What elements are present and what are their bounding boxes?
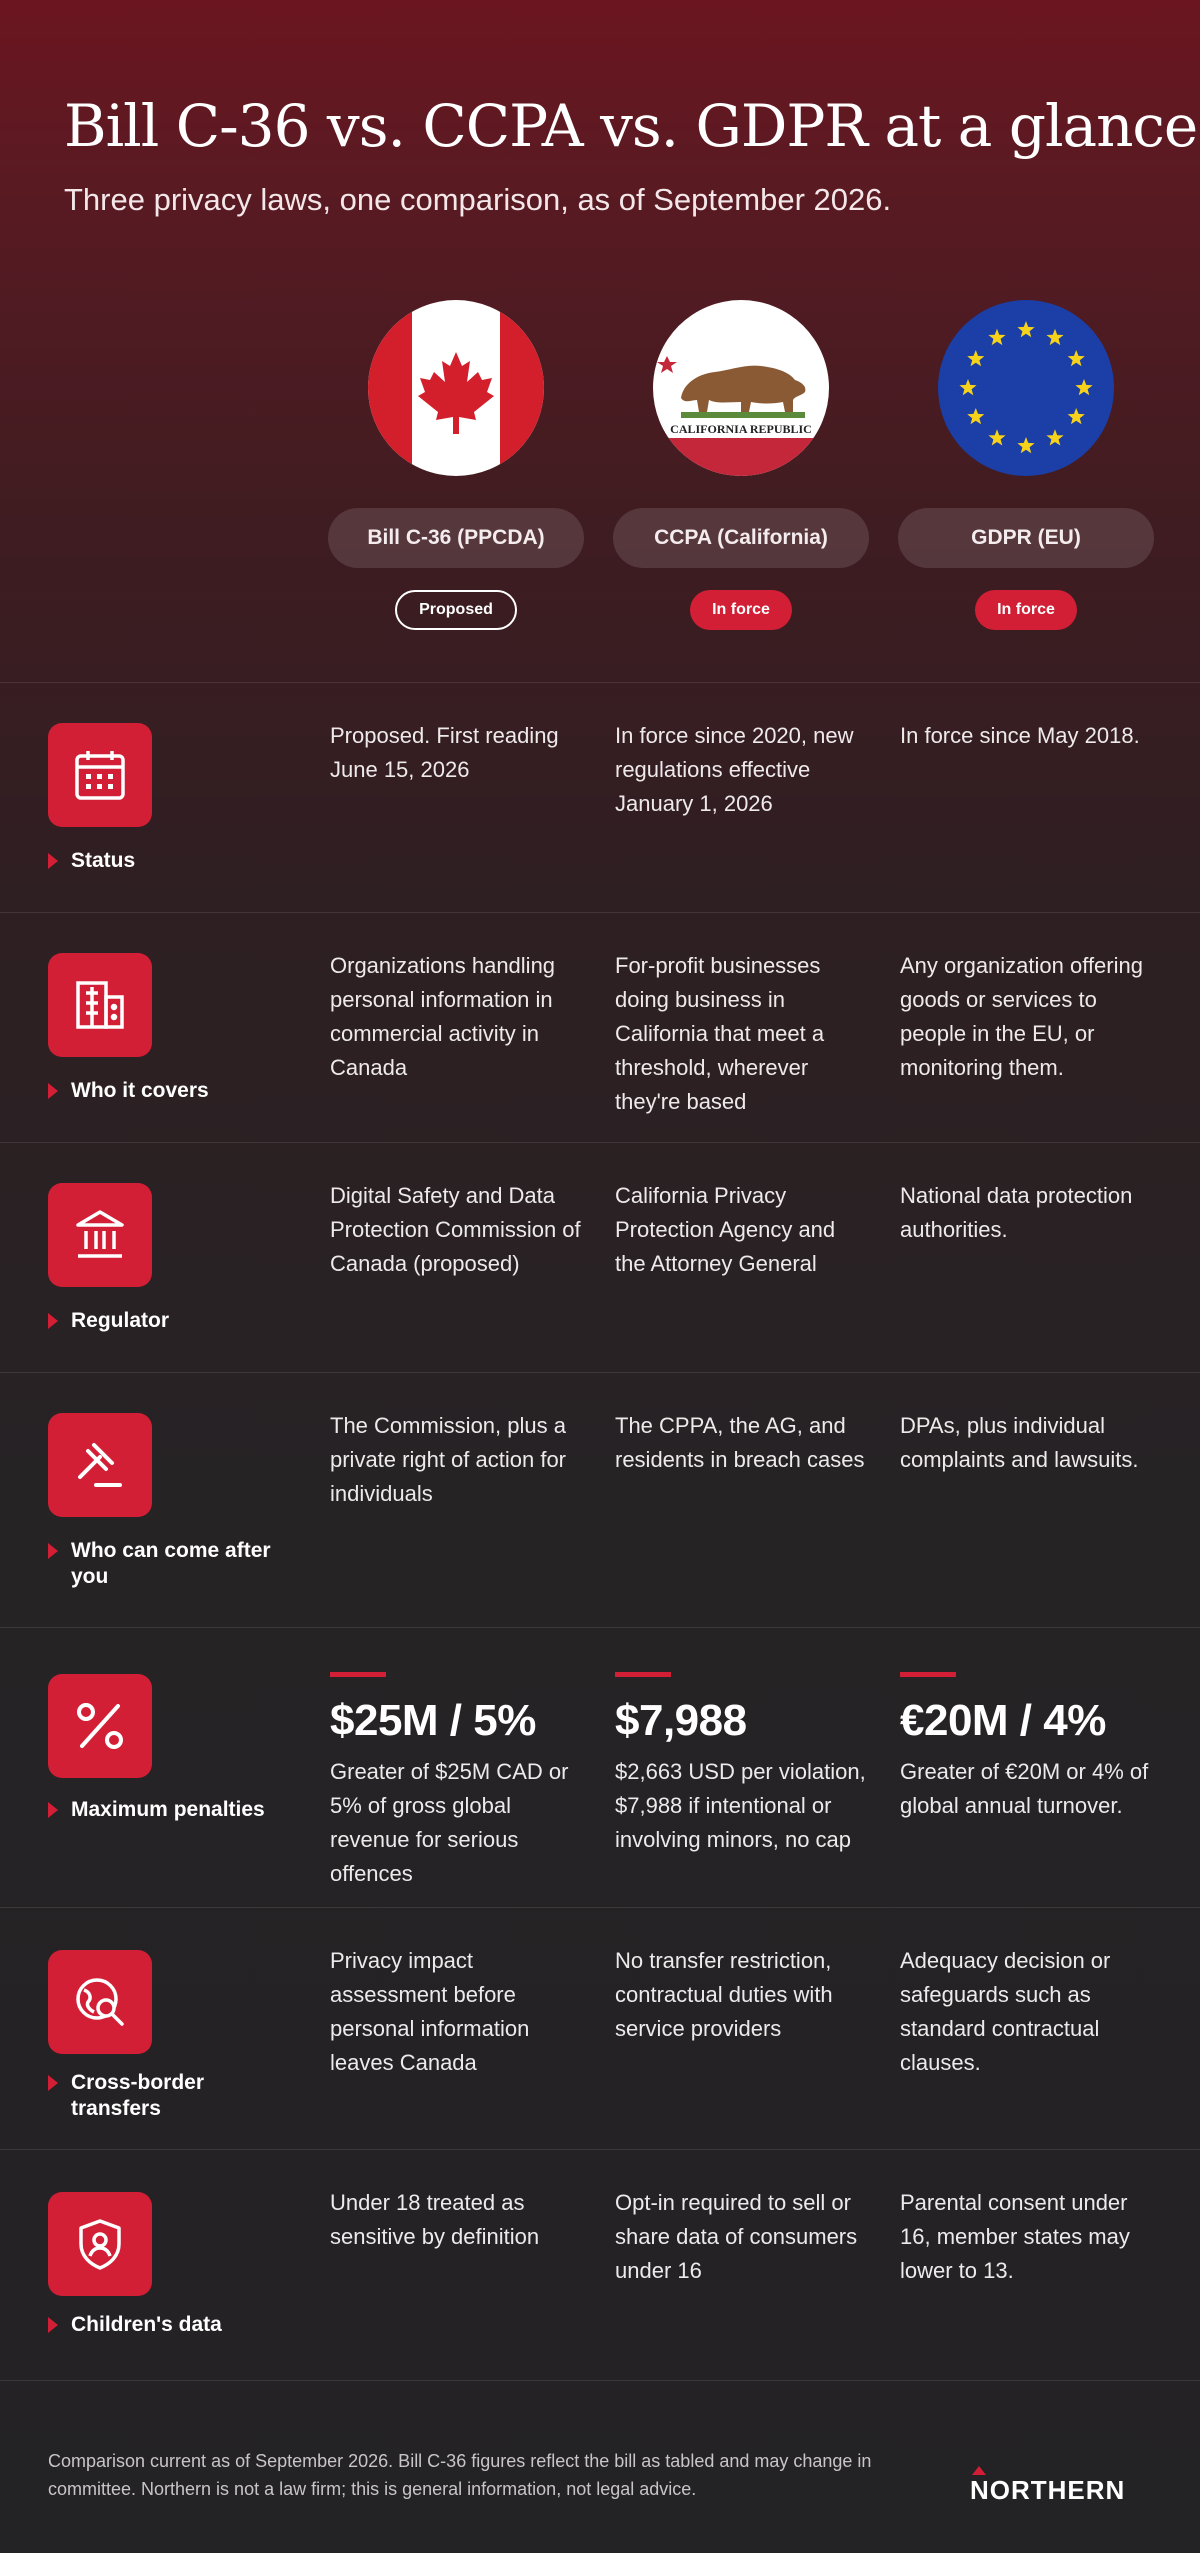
- cell-gdpr: Parental consent under 16, member states may lower to 13.: [900, 2190, 1130, 2283]
- row-label: Status: [48, 848, 298, 874]
- cell-gdpr: DPAs, plus individual complaints and lawsuits.: [900, 1413, 1139, 1472]
- penalty-headline: €20M / 4%: [900, 1696, 1106, 1745]
- cell-gdpr: Adequacy decision or safeguards such as standard contractual clauses.: [900, 1948, 1111, 2075]
- status-badge: Proposed: [395, 590, 517, 630]
- cell-bill-c36: [330, 1672, 586, 1891]
- penalty-headline: $25M / 5%: [330, 1696, 536, 1745]
- row-label: Who can come after you: [48, 1538, 298, 1590]
- comparison-row-status: [0, 682, 1200, 912]
- cell-ccpa: California Privacy Protection Agency and the Attorney General: [615, 1183, 836, 1276]
- cell-gdpr: National data protection authorities.: [900, 1183, 1133, 1242]
- triangle-bullet-icon: [48, 853, 58, 869]
- triangle-bullet-icon: [48, 1083, 58, 1099]
- svg-text:CALIFORNIA REPUBLIC: CALIFORNIA REPUBLIC: [670, 422, 812, 436]
- comparison-row-who-it-covers: [0, 912, 1200, 1142]
- status-badge: In force: [690, 590, 792, 630]
- column-header-ccpa: [613, 300, 869, 630]
- cell-gdpr: In force since May 2018.: [900, 723, 1140, 748]
- cell-bill-c36: Privacy impact assessment before personal information leaves Canada: [330, 1948, 530, 2075]
- percent-icon: [48, 1674, 152, 1778]
- footer-divider: [0, 2380, 1200, 2381]
- gavel-icon: [48, 1413, 152, 1517]
- accent-bar: [330, 1672, 386, 1677]
- comparison-row-regulator: [0, 1142, 1200, 1372]
- column-header-gdpr: [898, 300, 1154, 630]
- row-label: Who it covers: [48, 1078, 298, 1104]
- brand-logo: NORTHERN: [970, 2475, 1125, 2506]
- cell-gdpr: Any organization offering goods or services to people in the EU, or monitoring them.: [900, 953, 1143, 1080]
- penalty-detail: Greater of €20M or 4% of global annual turnover.: [900, 1759, 1149, 1818]
- triangle-bullet-icon: [48, 2317, 58, 2333]
- row-label: Maximum penalties: [48, 1797, 298, 1823]
- row-label: Cross-border transfers: [48, 2070, 298, 2122]
- comparison-row-cross-border-transfers: [0, 1907, 1200, 2149]
- shield-child-icon: [48, 2192, 152, 2296]
- penalty-headline: $7,988: [615, 1696, 747, 1745]
- triangle-bullet-icon: [48, 2075, 58, 2091]
- cell-ccpa: No transfer restriction, contractual duties with service providers: [615, 1948, 833, 2041]
- cell-bill-c36: Proposed. First reading June 15, 2026: [330, 723, 559, 782]
- eu-flag-icon: [938, 300, 1114, 476]
- accent-bar: [615, 1672, 671, 1677]
- cell-ccpa: [615, 1672, 871, 1857]
- law-name-pill: Bill C-36 (PPCDA): [328, 508, 584, 568]
- cell-bill-c36: Under 18 treated as sensitive by definition: [330, 2190, 540, 2249]
- canada-flag-icon: [368, 300, 544, 476]
- page-subtitle: Three privacy laws, one comparison, as of September 2026.: [64, 182, 892, 217]
- triangle-bullet-icon: [48, 1802, 58, 1818]
- calendar-icon: [48, 723, 152, 827]
- cell-ccpa: Opt-in required to sell or share data of consumers under 16: [615, 2190, 858, 2283]
- cell-bill-c36: Digital Safety and Data Protection Commission of Canada (proposed): [330, 1183, 581, 1276]
- cell-ccpa: In force since 2020, new regulations effective January 1, 2026: [615, 723, 854, 816]
- triangle-bullet-icon: [48, 1543, 58, 1559]
- accent-bar: [900, 1672, 956, 1677]
- penalty-detail: Greater of $25M CAD or 5% of gross global revenue for serious offences: [330, 1759, 569, 1886]
- logo-mark-icon: [972, 2466, 986, 2475]
- row-label: Children's data: [48, 2312, 298, 2338]
- california-flag-icon: [653, 300, 829, 476]
- globe-search-icon: [48, 1950, 152, 2054]
- column-header-bill-c36: [328, 300, 584, 630]
- triangle-bullet-icon: [48, 1313, 58, 1329]
- comparison-row-childrens-data: [0, 2149, 1200, 2380]
- comparison-row-who-can-come-after-you: [0, 1372, 1200, 1627]
- cell-gdpr: [900, 1672, 1156, 1823]
- law-name-pill: CCPA (California): [613, 508, 869, 568]
- row-label: Regulator: [48, 1308, 298, 1334]
- cell-bill-c36: Organizations handling personal information in commercial activity in Canada: [330, 953, 556, 1080]
- penalty-detail: $2,663 USD per violation, $7,988 if intentional or involving minors, no cap: [615, 1759, 866, 1852]
- cell-bill-c36: The Commission, plus a private right of action for individuals: [330, 1413, 567, 1506]
- comparison-row-maximum-penalties: [0, 1627, 1200, 1907]
- status-badge: In force: [975, 590, 1077, 630]
- law-name-pill: GDPR (EU): [898, 508, 1154, 568]
- page-title: Bill C-36 vs. CCPA vs. GDPR at a glance: [64, 92, 1198, 160]
- footer-disclaimer: Comparison current as of September 2026. Bill C-36 figures reflect the bill as tabled and may change in committee. Northern is not a law firm; this is general information, not legal advice.: [48, 2451, 872, 2499]
- institution-icon: [48, 1183, 152, 1287]
- building-icon: [48, 953, 152, 1057]
- cell-ccpa: The CPPA, the AG, and residents in breach cases: [615, 1413, 865, 1472]
- cell-ccpa: For-profit businesses doing business in California that meet a threshold, wherever they're based: [615, 953, 825, 1114]
